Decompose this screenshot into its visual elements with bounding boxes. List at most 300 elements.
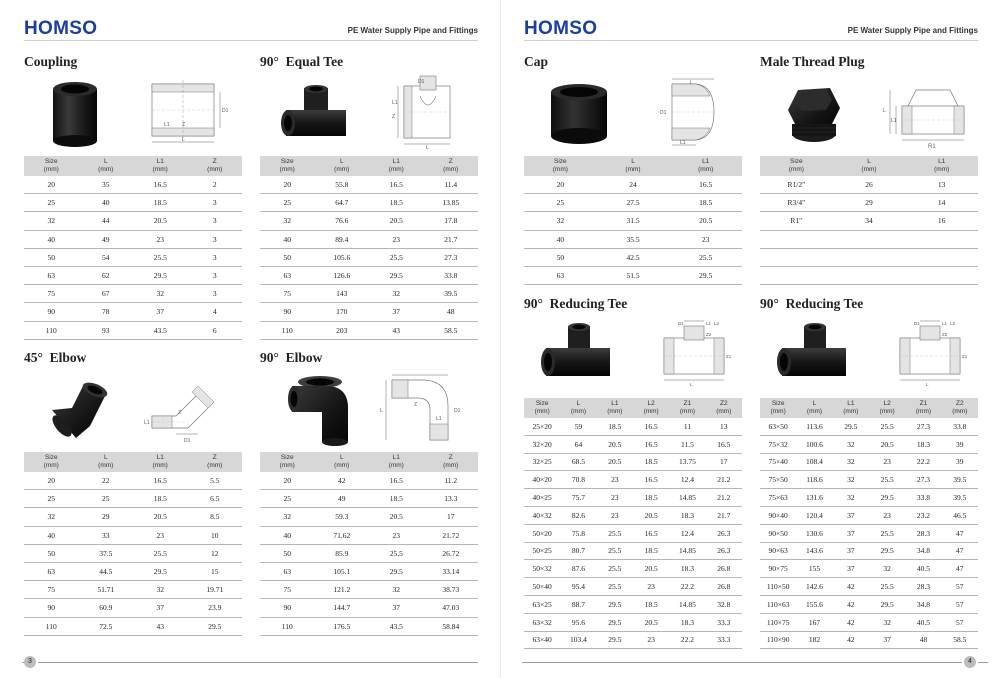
table-cell: 20.5 — [644, 510, 658, 520]
table-row — [260, 176, 478, 194]
table-cell: 75 — [283, 289, 291, 299]
table-cell: 16 — [937, 216, 946, 226]
column-unit: (mm) — [43, 166, 59, 173]
diagram-label: Z2 — [706, 332, 712, 337]
table-cell: 39.5 — [953, 493, 967, 503]
table-cell: 23 — [883, 510, 891, 520]
table-cell: 20.5 — [389, 216, 403, 226]
table-header — [760, 156, 978, 176]
column-unit: (mm) — [207, 166, 223, 173]
equal-tee-table — [260, 156, 478, 340]
table-cell: 25.5 — [389, 252, 403, 262]
table-cell: 18.3 — [916, 439, 931, 449]
table-cell — [760, 231, 833, 248]
table-cell: 51.71 — [97, 585, 115, 595]
table-cell: 58.84 — [442, 621, 460, 631]
diagram-label: L1 — [680, 140, 686, 146]
table-cell: 16.5 — [644, 528, 658, 538]
table-cell: 32×25 — [532, 457, 552, 467]
table-cell: 75×32 — [768, 439, 788, 449]
table-cell: 20.5 — [389, 512, 403, 522]
table-cell: 40 — [556, 234, 565, 244]
column-name: Z — [448, 158, 453, 165]
column-name: L1 — [847, 400, 855, 407]
table-cell: 121.2 — [333, 585, 351, 595]
table-cell: R3/4" — [787, 198, 806, 208]
table-cell: 29.5 — [880, 599, 894, 609]
table-cell: 3 — [212, 289, 217, 299]
reducing-tee-b-photo — [776, 320, 850, 386]
reducing-tee-a-diagram — [654, 318, 734, 388]
table-cell — [833, 267, 906, 284]
table-cell: 34 — [865, 216, 873, 226]
table-cell: 34.8 — [916, 546, 931, 556]
table-cell: 182 — [808, 635, 821, 645]
table-cell: 13.85 — [442, 198, 460, 208]
table-row — [260, 527, 478, 545]
table-cell: 23.9 — [208, 603, 222, 613]
column-name: L — [103, 454, 108, 461]
diagram-label: L1 — [436, 416, 442, 422]
table-cell: 50×20 — [532, 528, 552, 538]
table-cell — [760, 249, 833, 266]
section-cap — [524, 54, 742, 284]
table-cell — [905, 249, 978, 266]
column-name: L1 — [156, 454, 164, 461]
diagram-label: D1 — [222, 108, 229, 114]
table-cell: 23 — [647, 635, 655, 645]
elbow-90-diagram — [378, 372, 470, 448]
diagram-label: D1 — [454, 408, 461, 414]
diagram-label: D1 — [184, 438, 191, 444]
column-unit: (mm) — [716, 408, 732, 415]
table-cell: 29.5 — [153, 271, 167, 281]
table-cell: 47 — [956, 564, 964, 574]
table-cell: 75.7 — [571, 493, 586, 503]
column-header — [833, 156, 906, 176]
table-cell: 32 — [883, 617, 891, 627]
elbow-45-photo — [46, 380, 112, 444]
table-row — [260, 581, 478, 599]
diagram-label: L — [690, 382, 693, 387]
table-cell: 14.85 — [679, 546, 696, 556]
table-row — [260, 618, 478, 636]
diagram-label: Z — [178, 410, 182, 416]
diagram-label: L1 — [942, 321, 948, 326]
table-cell: 18.5 — [608, 421, 622, 431]
equal-tee-diagram — [390, 74, 468, 150]
table-row — [524, 614, 742, 632]
table-row — [260, 472, 478, 490]
column-name: L — [103, 158, 108, 165]
column-unit: (mm) — [788, 166, 804, 173]
table-cell: 6.5 — [210, 494, 220, 504]
column-header — [133, 156, 188, 176]
table-cell: 16.5 — [717, 439, 731, 449]
table-cell: 40 — [47, 234, 55, 244]
table-cell: 16.5 — [389, 180, 403, 190]
table-cell: 20.5 — [153, 512, 167, 522]
table-cell: 29.5 — [844, 421, 858, 431]
table-cell: 23 — [611, 475, 619, 485]
table-row — [24, 490, 242, 508]
column-header — [706, 398, 742, 418]
column-name: Size — [44, 454, 58, 461]
table-cell: 93 — [102, 325, 110, 335]
table-row — [760, 231, 978, 249]
column-unit: (mm) — [806, 408, 823, 415]
diagram-label: L2 — [714, 321, 720, 326]
diagram-label: L — [426, 145, 429, 150]
table-row — [260, 194, 478, 212]
table-cell: 54 — [102, 252, 110, 262]
table-cell: 23 — [611, 510, 619, 520]
table-cell: 25.5 — [880, 475, 894, 485]
table-cell: 18.3 — [680, 564, 695, 574]
table-cell: 25.5 — [699, 252, 713, 262]
table-row — [760, 454, 978, 472]
column-header — [315, 452, 370, 472]
diagram-label: Z1 — [962, 354, 968, 359]
table-cell: 110 — [281, 325, 293, 335]
table-cell: 16.5 — [153, 476, 167, 486]
table-cell: 29 — [102, 512, 110, 522]
table-cell: 32.8 — [717, 599, 731, 609]
table-row — [760, 614, 978, 632]
diagram-label: D1 — [678, 321, 684, 326]
table-cell: 155 — [808, 564, 821, 574]
column-header — [260, 156, 315, 176]
column-header — [133, 452, 188, 472]
section-title: 90° Equal Tee — [260, 54, 344, 69]
table-cell: 18.5 — [644, 457, 658, 467]
table-cell: 32×20 — [532, 439, 552, 449]
column-name: L — [867, 158, 871, 165]
table-row — [760, 507, 978, 525]
table-cell: 14.85 — [679, 493, 696, 503]
section-male-thread-plug — [760, 54, 978, 284]
table-cell: 40.5 — [916, 564, 931, 574]
table-cell: 90 — [47, 603, 55, 613]
column-name: Z — [448, 454, 453, 461]
table-cell: 13.75 — [679, 457, 696, 467]
section-title: Cap — [524, 54, 549, 69]
table-cell: 33.3 — [717, 617, 731, 627]
table-cell: 33.8 — [953, 421, 967, 431]
table-cell: 32 — [847, 493, 855, 503]
cap-table — [524, 156, 742, 285]
section-coupling — [24, 54, 242, 335]
table-cell: 95.6 — [571, 617, 586, 627]
table-row — [524, 632, 742, 650]
table-cell: 25.5 — [880, 421, 894, 431]
table-cell: 21.2 — [717, 475, 731, 485]
table-cell: 39.5 — [444, 289, 458, 299]
table-cell: 27.3 — [916, 421, 931, 431]
table-cell: 11 — [683, 421, 692, 431]
column-name: L — [576, 400, 581, 407]
table-cell: 51.5 — [626, 271, 640, 281]
table-cell: 27.3 — [916, 475, 931, 485]
column-unit: (mm) — [43, 462, 59, 469]
column-header — [79, 452, 134, 472]
column-name: Size — [554, 158, 567, 165]
coupling-diagram — [142, 76, 232, 146]
table-cell: 28.3 — [916, 528, 931, 538]
table-row — [260, 599, 478, 617]
column-unit: (mm) — [607, 408, 623, 415]
table-row — [24, 545, 242, 563]
elbow-45-table — [24, 452, 242, 636]
table-cell: 17 — [720, 457, 728, 467]
table-cell: 3 — [212, 216, 217, 226]
column-header — [669, 156, 742, 176]
table-cell: 22.2 — [680, 582, 695, 592]
table-cell: 59.3 — [335, 512, 349, 522]
table-cell: 16.5 — [153, 180, 167, 190]
diagram-label: L1 — [392, 100, 398, 106]
table-row — [24, 231, 242, 249]
diagram-label: Z2 — [942, 332, 948, 337]
table-cell: 105.6 — [333, 252, 351, 262]
table-cell — [905, 231, 978, 248]
table-cell: 44 — [102, 216, 110, 226]
section-title: Male Thread Plug — [760, 54, 865, 69]
table-cell: 20.5 — [880, 439, 894, 449]
table-cell: 20.5 — [699, 216, 713, 226]
table-row — [524, 231, 742, 249]
column-name: L2 — [883, 400, 891, 407]
table-cell: 63×25 — [532, 599, 552, 609]
table-cell: 29.5 — [608, 599, 622, 609]
table-cell: 29.5 — [608, 635, 622, 645]
table-row — [260, 545, 478, 563]
table-cell: 16.5 — [699, 180, 713, 190]
section-elbow-45 — [24, 350, 242, 631]
table-row — [524, 525, 742, 543]
table-cell: 108.4 — [806, 457, 823, 467]
table-cell: 23 — [701, 234, 710, 244]
elbow-45-diagram — [142, 376, 232, 448]
table-cell: 25 — [47, 198, 55, 208]
table-cell: R1/2" — [787, 180, 806, 190]
table-cell: 40 — [283, 234, 291, 244]
table-cell: 33.8 — [444, 271, 458, 281]
table-cell: 37 — [847, 510, 855, 520]
table-row — [760, 489, 978, 507]
column-name: Size — [280, 158, 294, 165]
column-unit: (mm) — [98, 166, 114, 173]
table-cell: 144.7 — [333, 603, 351, 613]
diagram-label: Z — [182, 122, 186, 128]
brand-logo: HOMSO — [24, 18, 98, 39]
brand-logo: HOMSO — [524, 18, 598, 39]
table-cell: 25.5 — [153, 252, 167, 262]
column-unit: (mm) — [570, 408, 587, 415]
table-cell: 21.2 — [717, 493, 731, 503]
table-row — [260, 303, 478, 321]
diagram-label: L — [926, 382, 929, 387]
table-cell: 20 — [283, 476, 291, 486]
table-row — [524, 418, 742, 436]
table-cell: 4 — [212, 307, 217, 317]
table-cell: 25.5 — [608, 582, 622, 592]
table-cell: 18.5 — [389, 494, 403, 504]
diagram-label: L — [883, 108, 886, 114]
table-row — [760, 632, 978, 650]
table-cell — [760, 267, 833, 284]
table-row — [24, 194, 242, 212]
table-cell: 118.6 — [806, 475, 823, 485]
table-row — [260, 249, 478, 267]
section-equal-tee — [260, 54, 478, 335]
table-cell: 44.5 — [99, 567, 113, 577]
column-header — [942, 398, 978, 418]
table-cell: 18.5 — [153, 198, 167, 208]
table-cell: 27.5 — [626, 198, 640, 208]
table-cell: 68.5 — [571, 457, 586, 467]
table-cell: 58.5 — [953, 635, 967, 645]
column-unit: (mm) — [861, 166, 877, 173]
table-cell: 26.72 — [442, 548, 460, 558]
table-cell: 50×25 — [532, 546, 552, 556]
header-divider — [24, 40, 478, 41]
table-cell: R1" — [790, 216, 803, 226]
table-cell — [905, 267, 978, 284]
table-cell: 130.6 — [806, 528, 823, 538]
table-header — [24, 156, 242, 176]
column-header — [188, 156, 243, 176]
column-unit: (mm) — [334, 166, 350, 173]
table-cell: 11.4 — [444, 180, 458, 190]
diagram-label: D1 — [914, 321, 920, 326]
table-cell: 29 — [865, 198, 873, 208]
table-cell: 39 — [956, 439, 964, 449]
table-cell: 90 — [283, 603, 291, 613]
table-cell: 22.2 — [916, 457, 931, 467]
column-name: L1 — [611, 400, 619, 407]
table-cell: 18.3 — [680, 510, 695, 520]
table-cell: 40 — [47, 530, 55, 540]
table-cell: 32 — [847, 439, 855, 449]
column-name: Size — [280, 454, 294, 461]
column-unit: (mm) — [770, 408, 786, 415]
column-name: Z — [212, 158, 217, 165]
table-cell: 25.5 — [389, 548, 403, 558]
diagram-label: L1 — [891, 118, 897, 124]
table-cell: 26.8 — [717, 564, 731, 574]
diagram-label: L — [380, 408, 383, 414]
table-cell: 42 — [847, 599, 855, 609]
column-name: Size — [535, 400, 549, 407]
table-cell: 21.72 — [442, 530, 460, 540]
table-cell: 17.8 — [444, 216, 458, 226]
table-row — [24, 599, 242, 617]
table-cell: 42 — [338, 476, 346, 486]
diagram-label: L — [690, 80, 693, 86]
column-unit: (mm) — [443, 462, 459, 469]
column-unit: (mm) — [279, 166, 295, 173]
table-cell: 37 — [847, 564, 855, 574]
table-row — [24, 267, 242, 285]
diagram-label: R1 — [928, 144, 936, 150]
column-name: Z1 — [683, 400, 692, 407]
table-cell: 23 — [392, 530, 400, 540]
diagram-label: L — [182, 137, 185, 143]
table-cell: 18.5 — [153, 494, 167, 504]
diagram-label: D1 — [418, 79, 425, 85]
table-cell: 89.4 — [335, 234, 349, 244]
column-unit: (mm) — [98, 462, 114, 469]
table-row — [260, 267, 478, 285]
table-cell: 110×50 — [766, 582, 790, 592]
column-header — [524, 156, 597, 176]
column-header — [669, 398, 705, 418]
section-title: 90° Elbow — [260, 350, 323, 365]
table-cell: 10 — [211, 530, 219, 540]
table-row — [760, 194, 978, 212]
column-name: L — [812, 400, 817, 407]
section-elbow-90 — [260, 350, 478, 631]
table-cell: 90×50 — [768, 528, 788, 538]
thread-plug-photo — [778, 80, 850, 148]
table-cell: 155.6 — [806, 599, 823, 609]
column-header — [597, 398, 633, 418]
table-cell: 64 — [574, 439, 583, 449]
table-cell: 25 — [556, 198, 565, 208]
table-row — [260, 490, 478, 508]
table-cell: 25×20 — [532, 421, 552, 431]
table-row — [260, 212, 478, 230]
table-cell: 75 — [47, 585, 55, 595]
table-cell: 32 — [392, 289, 400, 299]
column-name: L1 — [938, 158, 946, 165]
table-cell: 19.71 — [206, 585, 224, 595]
table-cell: 28.3 — [916, 582, 931, 592]
footer-line — [38, 662, 478, 663]
table-cell: 42 — [847, 582, 855, 592]
table-row — [24, 527, 242, 545]
column-name: L1 — [156, 158, 164, 165]
section-title: 90° Reducing Tee — [524, 296, 628, 311]
table-cell — [833, 231, 906, 248]
table-cell: 82.6 — [571, 510, 586, 520]
table-cell: 55.8 — [335, 180, 349, 190]
table-cell: 12 — [211, 548, 219, 558]
section-title: Coupling — [24, 54, 78, 69]
column-unit: (mm) — [207, 462, 223, 469]
table-cell: 13 — [937, 180, 946, 190]
table-row — [760, 267, 978, 285]
column-header — [424, 452, 479, 472]
table-cell: 29.5 — [153, 567, 167, 577]
table-cell: 76.6 — [335, 216, 349, 226]
table-cell: 39.5 — [953, 475, 967, 485]
table-cell: 43 — [392, 325, 400, 335]
table-cell: 18.5 — [699, 198, 713, 208]
table-cell: 35 — [102, 180, 110, 190]
table-row — [760, 249, 978, 267]
table-cell: 26 — [865, 180, 873, 190]
table-cell: 16.5 — [644, 439, 658, 449]
column-header — [24, 452, 79, 472]
table-cell: 37.5 — [99, 548, 113, 558]
diagram-label: L1 — [164, 122, 170, 128]
table-cell: 88.7 — [571, 599, 586, 609]
table-cell: 18.3 — [680, 617, 695, 627]
table-row — [524, 267, 742, 285]
page-header — [24, 18, 478, 40]
